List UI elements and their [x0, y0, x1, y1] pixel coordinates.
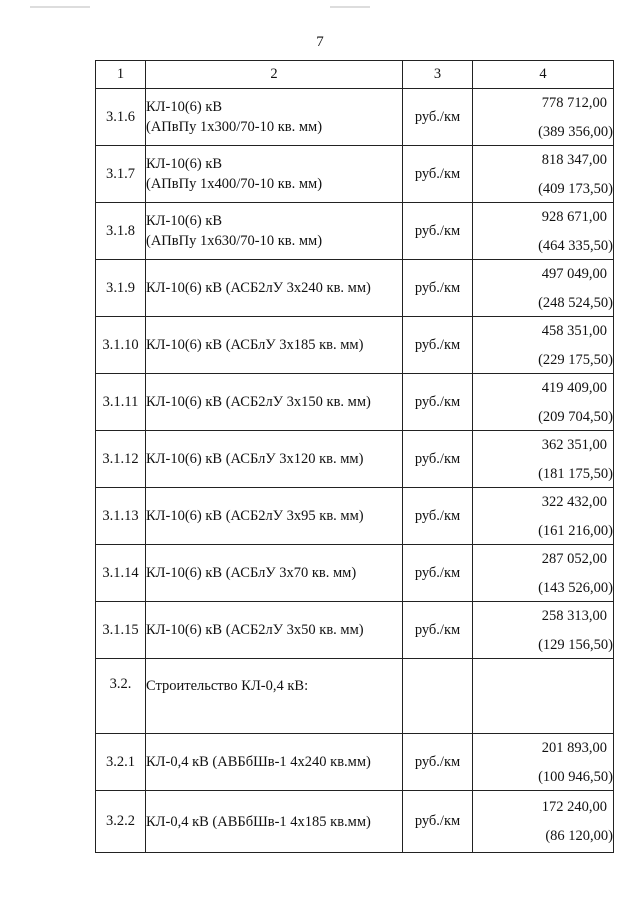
description-line: КЛ-10(6) кВ	[146, 213, 223, 229]
table-header-row	[96, 61, 614, 89]
row-number: 3.1.8	[96, 203, 146, 260]
price-alt-value: (161 216,00)	[538, 522, 613, 539]
table-row	[96, 545, 614, 602]
table-row	[96, 734, 614, 791]
unit-cell: руб./км	[403, 374, 473, 431]
cable-description	[146, 659, 403, 734]
table-row	[96, 374, 614, 431]
description-line: Строительство КЛ-0,4 кВ:	[146, 678, 309, 694]
table-row	[96, 146, 614, 203]
price-alt-value: (409 173,50)	[538, 180, 613, 197]
price-alt-value: (464 335,50)	[538, 237, 613, 254]
scan-artifact	[330, 6, 370, 8]
description-line: (АПвПу 1x630/70-10 кв. мм)	[146, 233, 323, 249]
column-header: 2	[146, 61, 403, 89]
price-cell	[473, 89, 614, 146]
row-number: 3.1.12	[96, 431, 146, 488]
tariff-table	[95, 60, 614, 853]
price-cell	[473, 374, 614, 431]
cable-description	[146, 203, 403, 260]
section-row	[96, 659, 614, 734]
price-cell	[473, 791, 614, 853]
price-alt-value: (389 356,00)	[538, 123, 613, 140]
column-header: 3	[403, 61, 473, 89]
cable-description	[146, 545, 403, 602]
price-value: 928 671,00	[541, 208, 607, 225]
unit-cell: руб./км	[403, 488, 473, 545]
unit-cell: руб./км	[403, 791, 473, 853]
table-row	[96, 602, 614, 659]
price-value: 172 240,00	[541, 799, 607, 815]
cable-description	[146, 488, 403, 545]
cable-description	[146, 602, 403, 659]
unit-cell: руб./км	[403, 146, 473, 203]
price-cell	[473, 734, 614, 791]
description-line: КЛ-10(6) кВ (АСБ2лУ 3x95 кв. мм)	[146, 508, 364, 524]
row-number: 3.1.13	[96, 488, 146, 545]
price-cell	[473, 659, 614, 734]
price-value: 497 049,00	[541, 265, 607, 282]
description-line: КЛ-10(6) кВ (АСБ2лУ 3x50 кв. мм)	[146, 622, 364, 638]
row-number: 3.1.15	[96, 602, 146, 659]
price-value: 362 351,00	[541, 436, 607, 453]
price-cell	[473, 545, 614, 602]
unit-cell	[403, 659, 473, 734]
unit-cell: руб./км	[403, 203, 473, 260]
description-line: КЛ-10(6) кВ (АСБлУ 3x120 кв. мм)	[146, 451, 364, 467]
unit-cell: руб./км	[403, 260, 473, 317]
price-alt-value: (100 946,50)	[538, 768, 613, 785]
cable-description	[146, 260, 403, 317]
price-alt-value: (229 175,50)	[538, 351, 613, 368]
column-header: 1	[96, 61, 146, 89]
description-line: КЛ-10(6) кВ	[146, 99, 223, 115]
row-number: 3.1.11	[96, 374, 146, 431]
price-value: 818 347,00	[541, 151, 607, 168]
table-row	[96, 317, 614, 374]
price-value: 778 712,00	[541, 94, 607, 111]
row-number: 3.1.10	[96, 317, 146, 374]
price-alt-value: (86 120,00)	[545, 828, 613, 844]
row-number: 3.1.7	[96, 146, 146, 203]
unit-cell: руб./км	[403, 734, 473, 791]
price-cell	[473, 488, 614, 545]
price-alt-value: (129 156,50)	[538, 636, 613, 653]
price-value: 419 409,00	[541, 379, 607, 396]
table-row	[96, 260, 614, 317]
price-value: 287 052,00	[541, 550, 607, 567]
scan-artifact	[30, 6, 90, 8]
price-alt-value: (181 175,50)	[538, 465, 613, 482]
description-line: КЛ-10(6) кВ	[146, 156, 223, 172]
description-line: КЛ-10(6) кВ (АСБлУ 3x185 кв. мм)	[146, 337, 364, 353]
table-row	[96, 791, 614, 853]
row-number: 3.2.	[96, 659, 146, 734]
cable-description	[146, 734, 403, 791]
cable-description	[146, 374, 403, 431]
column-header: 4	[473, 61, 614, 89]
price-cell	[473, 317, 614, 374]
page-number: 7	[316, 34, 324, 50]
table-row	[96, 431, 614, 488]
cable-description	[146, 317, 403, 374]
table-body	[96, 89, 614, 853]
unit-cell: руб./км	[403, 317, 473, 374]
price-value: 258 313,00	[541, 607, 607, 624]
row-number: 3.1.6	[96, 89, 146, 146]
price-cell	[473, 260, 614, 317]
price-cell	[473, 431, 614, 488]
cable-description	[146, 146, 403, 203]
description-line: (АПвПу 1x300/70-10 кв. мм)	[146, 119, 323, 135]
row-number: 3.2.2	[96, 791, 146, 853]
table-row	[96, 488, 614, 545]
row-number: 3.2.1	[96, 734, 146, 791]
price-value: 201 893,00	[541, 739, 607, 756]
row-number: 3.1.9	[96, 260, 146, 317]
description-line: КЛ-10(6) кВ (АСБлУ 3x70 кв. мм)	[146, 565, 357, 581]
table-row	[96, 89, 614, 146]
unit-cell: руб./км	[403, 431, 473, 488]
cable-description	[146, 791, 403, 853]
table-row	[96, 203, 614, 260]
price-value: 458 351,00	[541, 322, 607, 339]
description-line: КЛ-0,4 кВ (АВБбШв-1 4x240 кв.мм)	[146, 754, 371, 770]
unit-cell: руб./км	[403, 602, 473, 659]
description-line: КЛ-10(6) кВ (АСБ2лУ 3x240 кв. мм)	[146, 280, 371, 296]
cable-description	[146, 431, 403, 488]
price-cell	[473, 203, 614, 260]
description-line: КЛ-10(6) кВ (АСБ2лУ 3x150 кв. мм)	[146, 394, 371, 410]
price-alt-value: (248 524,50)	[538, 294, 613, 311]
description-line: (АПвПу 1x400/70-10 кв. мм)	[146, 176, 323, 192]
price-alt-value: (143 526,00)	[538, 579, 613, 596]
unit-cell: руб./км	[403, 89, 473, 146]
price-value: 322 432,00	[541, 493, 607, 510]
row-number: 3.1.14	[96, 545, 146, 602]
price-alt-value: (209 704,50)	[538, 408, 613, 425]
cable-description	[146, 89, 403, 146]
description-line: КЛ-0,4 кВ (АВБбШв-1 4x185 кв.мм)	[146, 813, 371, 830]
unit-cell: руб./км	[403, 545, 473, 602]
price-cell	[473, 146, 614, 203]
price-cell	[473, 602, 614, 659]
